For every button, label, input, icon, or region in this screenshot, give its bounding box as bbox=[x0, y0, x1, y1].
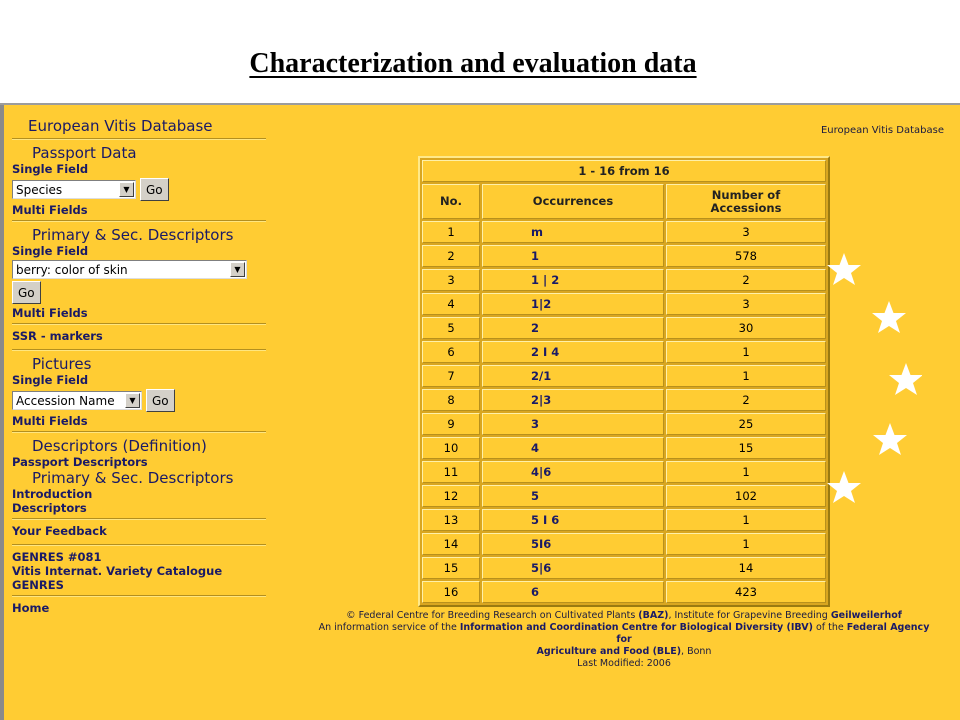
pictures-go-button[interactable]: Go bbox=[146, 389, 175, 412]
genres-081-link[interactable]: GENRES #081 bbox=[12, 550, 102, 564]
slide-title: Characterization and evaluation data bbox=[249, 48, 697, 79]
column-header-accessions-line2: Accessions bbox=[710, 200, 782, 215]
pictures-single-field-link[interactable]: Single Field bbox=[12, 373, 89, 387]
passport-field-select[interactable] bbox=[12, 180, 136, 199]
home-link[interactable]: Home bbox=[12, 601, 50, 615]
passport-descriptors-link[interactable]: Passport Descriptors bbox=[12, 455, 148, 469]
occurrence-link[interactable]: 4 bbox=[482, 437, 664, 459]
divider bbox=[12, 595, 266, 597]
ssr-markers-link[interactable]: SSR - markers bbox=[12, 329, 103, 343]
accession-count: 30 bbox=[666, 317, 826, 339]
occurrence-link[interactable]: 1 | 2 bbox=[482, 269, 664, 291]
occurrence-link[interactable]: 2 bbox=[482, 317, 664, 339]
footer-text: , Bonn bbox=[681, 646, 712, 657]
accession-count: 1 bbox=[666, 365, 826, 387]
table-row bbox=[422, 293, 826, 315]
occurrence-link[interactable]: 2|3 bbox=[482, 389, 664, 411]
divider bbox=[12, 544, 266, 546]
table-row bbox=[422, 221, 826, 243]
row-number: 9 bbox=[422, 413, 480, 435]
occurrence-link[interactable]: 5 I 6 bbox=[482, 509, 664, 531]
accession-count: 14 bbox=[666, 557, 826, 579]
descriptors-primary-heading: Primary & Sec. Descriptors bbox=[32, 469, 234, 487]
accession-count: 2 bbox=[666, 269, 826, 291]
table-row bbox=[422, 389, 826, 411]
ibv-link[interactable]: Information and Coordination Centre for Biological Diversity (IBV) bbox=[459, 622, 813, 633]
descriptor-select-value: berry: color of skin bbox=[16, 262, 128, 277]
geilweilerhof-link[interactable]: Geilweilerhof bbox=[830, 610, 902, 621]
footer-text: of the bbox=[812, 622, 847, 633]
table-row bbox=[422, 341, 826, 363]
occurrence-link[interactable]: 2 I 4 bbox=[482, 341, 664, 363]
column-header-no: No. bbox=[422, 184, 480, 219]
genres-link[interactable]: GENRES bbox=[12, 578, 64, 592]
occurrence-link[interactable]: m bbox=[482, 221, 664, 243]
table-row bbox=[422, 533, 826, 555]
star-icon bbox=[889, 363, 922, 395]
baz-link[interactable]: (BAZ) bbox=[638, 610, 669, 621]
table-row bbox=[422, 461, 826, 483]
table-row bbox=[422, 245, 826, 267]
table-row bbox=[422, 485, 826, 507]
occurrence-link[interactable]: 5I6 bbox=[482, 533, 664, 555]
row-number: 4 bbox=[422, 293, 480, 315]
vitis-catalogue-link[interactable]: Vitis Internat. Variety Catalogue bbox=[12, 564, 223, 578]
introduction-link[interactable]: Introduction bbox=[12, 487, 93, 501]
footer-copyright: © Federal Centre for Breeding Research on Cultivated Plants bbox=[346, 610, 639, 621]
star-icon bbox=[827, 471, 861, 503]
occurrence-link[interactable]: 1 bbox=[482, 245, 664, 267]
occurrence-link[interactable]: 3 bbox=[482, 413, 664, 435]
table-caption: 1 - 16 from 16 bbox=[422, 160, 826, 182]
passport-select-value: Species bbox=[16, 182, 63, 197]
occurrence-link[interactable]: 5|6 bbox=[482, 557, 664, 579]
table-row bbox=[422, 269, 826, 291]
occurrence-link[interactable]: 5 bbox=[482, 485, 664, 507]
primary-go-button[interactable]: Go bbox=[12, 281, 41, 304]
star-icon bbox=[827, 253, 861, 285]
sidebar bbox=[12, 117, 266, 615]
row-number: 7 bbox=[422, 365, 480, 387]
divider bbox=[12, 323, 266, 325]
footer-line-3 bbox=[310, 646, 938, 658]
table-body bbox=[422, 221, 826, 603]
column-header-occurrences: Occurrences bbox=[482, 184, 664, 219]
footer bbox=[310, 610, 938, 670]
occurrence-link[interactable]: 4|6 bbox=[482, 461, 664, 483]
ble-link-continued[interactable]: Agriculture and Food (BLE) bbox=[536, 646, 682, 657]
table-row bbox=[422, 557, 826, 579]
occurrence-link[interactable]: 1|2 bbox=[482, 293, 664, 315]
chevron-down-icon: ▼ bbox=[119, 182, 134, 197]
passport-heading: Passport Data bbox=[32, 144, 137, 162]
row-number: 10 bbox=[422, 437, 480, 459]
passport-go-button[interactable]: Go bbox=[140, 178, 169, 201]
accession-count: 1 bbox=[666, 509, 826, 531]
divider bbox=[12, 220, 266, 222]
table-row bbox=[422, 317, 826, 339]
pictures-multi-fields-link[interactable]: Multi Fields bbox=[12, 414, 88, 428]
occurrence-link[interactable]: 2/1 bbox=[482, 365, 664, 387]
accession-count: 423 bbox=[666, 581, 826, 603]
table-row bbox=[422, 509, 826, 531]
row-number: 1 bbox=[422, 221, 480, 243]
frame-left-edge bbox=[0, 105, 4, 720]
column-header-accessions bbox=[666, 184, 826, 219]
row-number: 5 bbox=[422, 317, 480, 339]
occurrence-link[interactable]: 6 bbox=[482, 581, 664, 603]
chevron-down-icon: ▼ bbox=[125, 393, 140, 408]
table-row bbox=[422, 437, 826, 459]
accession-count: 1 bbox=[666, 341, 826, 363]
accession-count: 1 bbox=[666, 461, 826, 483]
row-number: 13 bbox=[422, 509, 480, 531]
primary-heading: Primary & Sec. Descriptors bbox=[32, 226, 234, 244]
passport-select-row bbox=[12, 178, 266, 201]
primary-multi-fields-link[interactable]: Multi Fields bbox=[12, 306, 88, 320]
row-number: 6 bbox=[422, 341, 480, 363]
header-site-name: European Vitis Database bbox=[820, 125, 944, 136]
footer-line-1 bbox=[310, 610, 938, 622]
footer-text: , Institute for Grapevine Breeding bbox=[668, 610, 831, 621]
primary-single-field-link[interactable]: Single Field bbox=[12, 244, 89, 258]
divider bbox=[12, 349, 266, 351]
browser-frame bbox=[0, 103, 960, 720]
row-number: 16 bbox=[422, 581, 480, 603]
accession-count: 2 bbox=[666, 389, 826, 411]
table-row bbox=[422, 413, 826, 435]
divider bbox=[12, 138, 266, 140]
row-number: 3 bbox=[422, 269, 480, 291]
pictures-field-select[interactable] bbox=[12, 391, 142, 410]
star-icon bbox=[873, 423, 907, 455]
accession-count: 15 bbox=[666, 437, 826, 459]
footer-line-2 bbox=[310, 622, 938, 646]
descriptors-heading: Descriptors (Definition) bbox=[32, 437, 207, 455]
pictures-select-value: Accession Name bbox=[16, 393, 115, 408]
footer-text: An information service of the bbox=[318, 622, 460, 633]
sidebar-title: European Vitis Database bbox=[28, 117, 213, 135]
primary-go-row bbox=[12, 281, 266, 304]
table-row bbox=[422, 365, 826, 387]
chevron-down-icon: ▼ bbox=[230, 262, 245, 277]
footer-last-modified: Last Modified: 2006 bbox=[577, 658, 671, 669]
row-number: 14 bbox=[422, 533, 480, 555]
primary-select-row bbox=[12, 260, 266, 279]
divider bbox=[12, 431, 266, 433]
row-number: 8 bbox=[422, 389, 480, 411]
accession-count: 102 bbox=[666, 485, 826, 507]
pictures-select-row bbox=[12, 389, 266, 412]
accession-count: 25 bbox=[666, 413, 826, 435]
descriptors-link[interactable]: Descriptors bbox=[12, 501, 87, 515]
divider bbox=[12, 518, 266, 520]
pictures-heading: Pictures bbox=[32, 355, 92, 373]
passport-single-field-link[interactable]: Single Field bbox=[12, 162, 89, 176]
row-number: 15 bbox=[422, 557, 480, 579]
accession-count: 3 bbox=[666, 293, 826, 315]
feedback-link[interactable]: Your Feedback bbox=[12, 524, 107, 538]
descriptor-select[interactable] bbox=[12, 260, 247, 279]
table-row bbox=[422, 581, 826, 603]
results-table bbox=[418, 156, 830, 607]
row-number: 11 bbox=[422, 461, 480, 483]
column-header-accessions-line1: Number of bbox=[711, 187, 781, 202]
accession-count: 1 bbox=[666, 533, 826, 555]
star-icon bbox=[872, 301, 906, 333]
ble-link[interactable]: Federal Agency for bbox=[616, 622, 930, 645]
row-number: 12 bbox=[422, 485, 480, 507]
accession-count: 3 bbox=[666, 221, 826, 243]
passport-multi-fields-link[interactable]: Multi Fields bbox=[12, 203, 88, 217]
eu-stars-decoration bbox=[822, 253, 922, 513]
accession-count: 578 bbox=[666, 245, 826, 267]
row-number: 2 bbox=[422, 245, 480, 267]
